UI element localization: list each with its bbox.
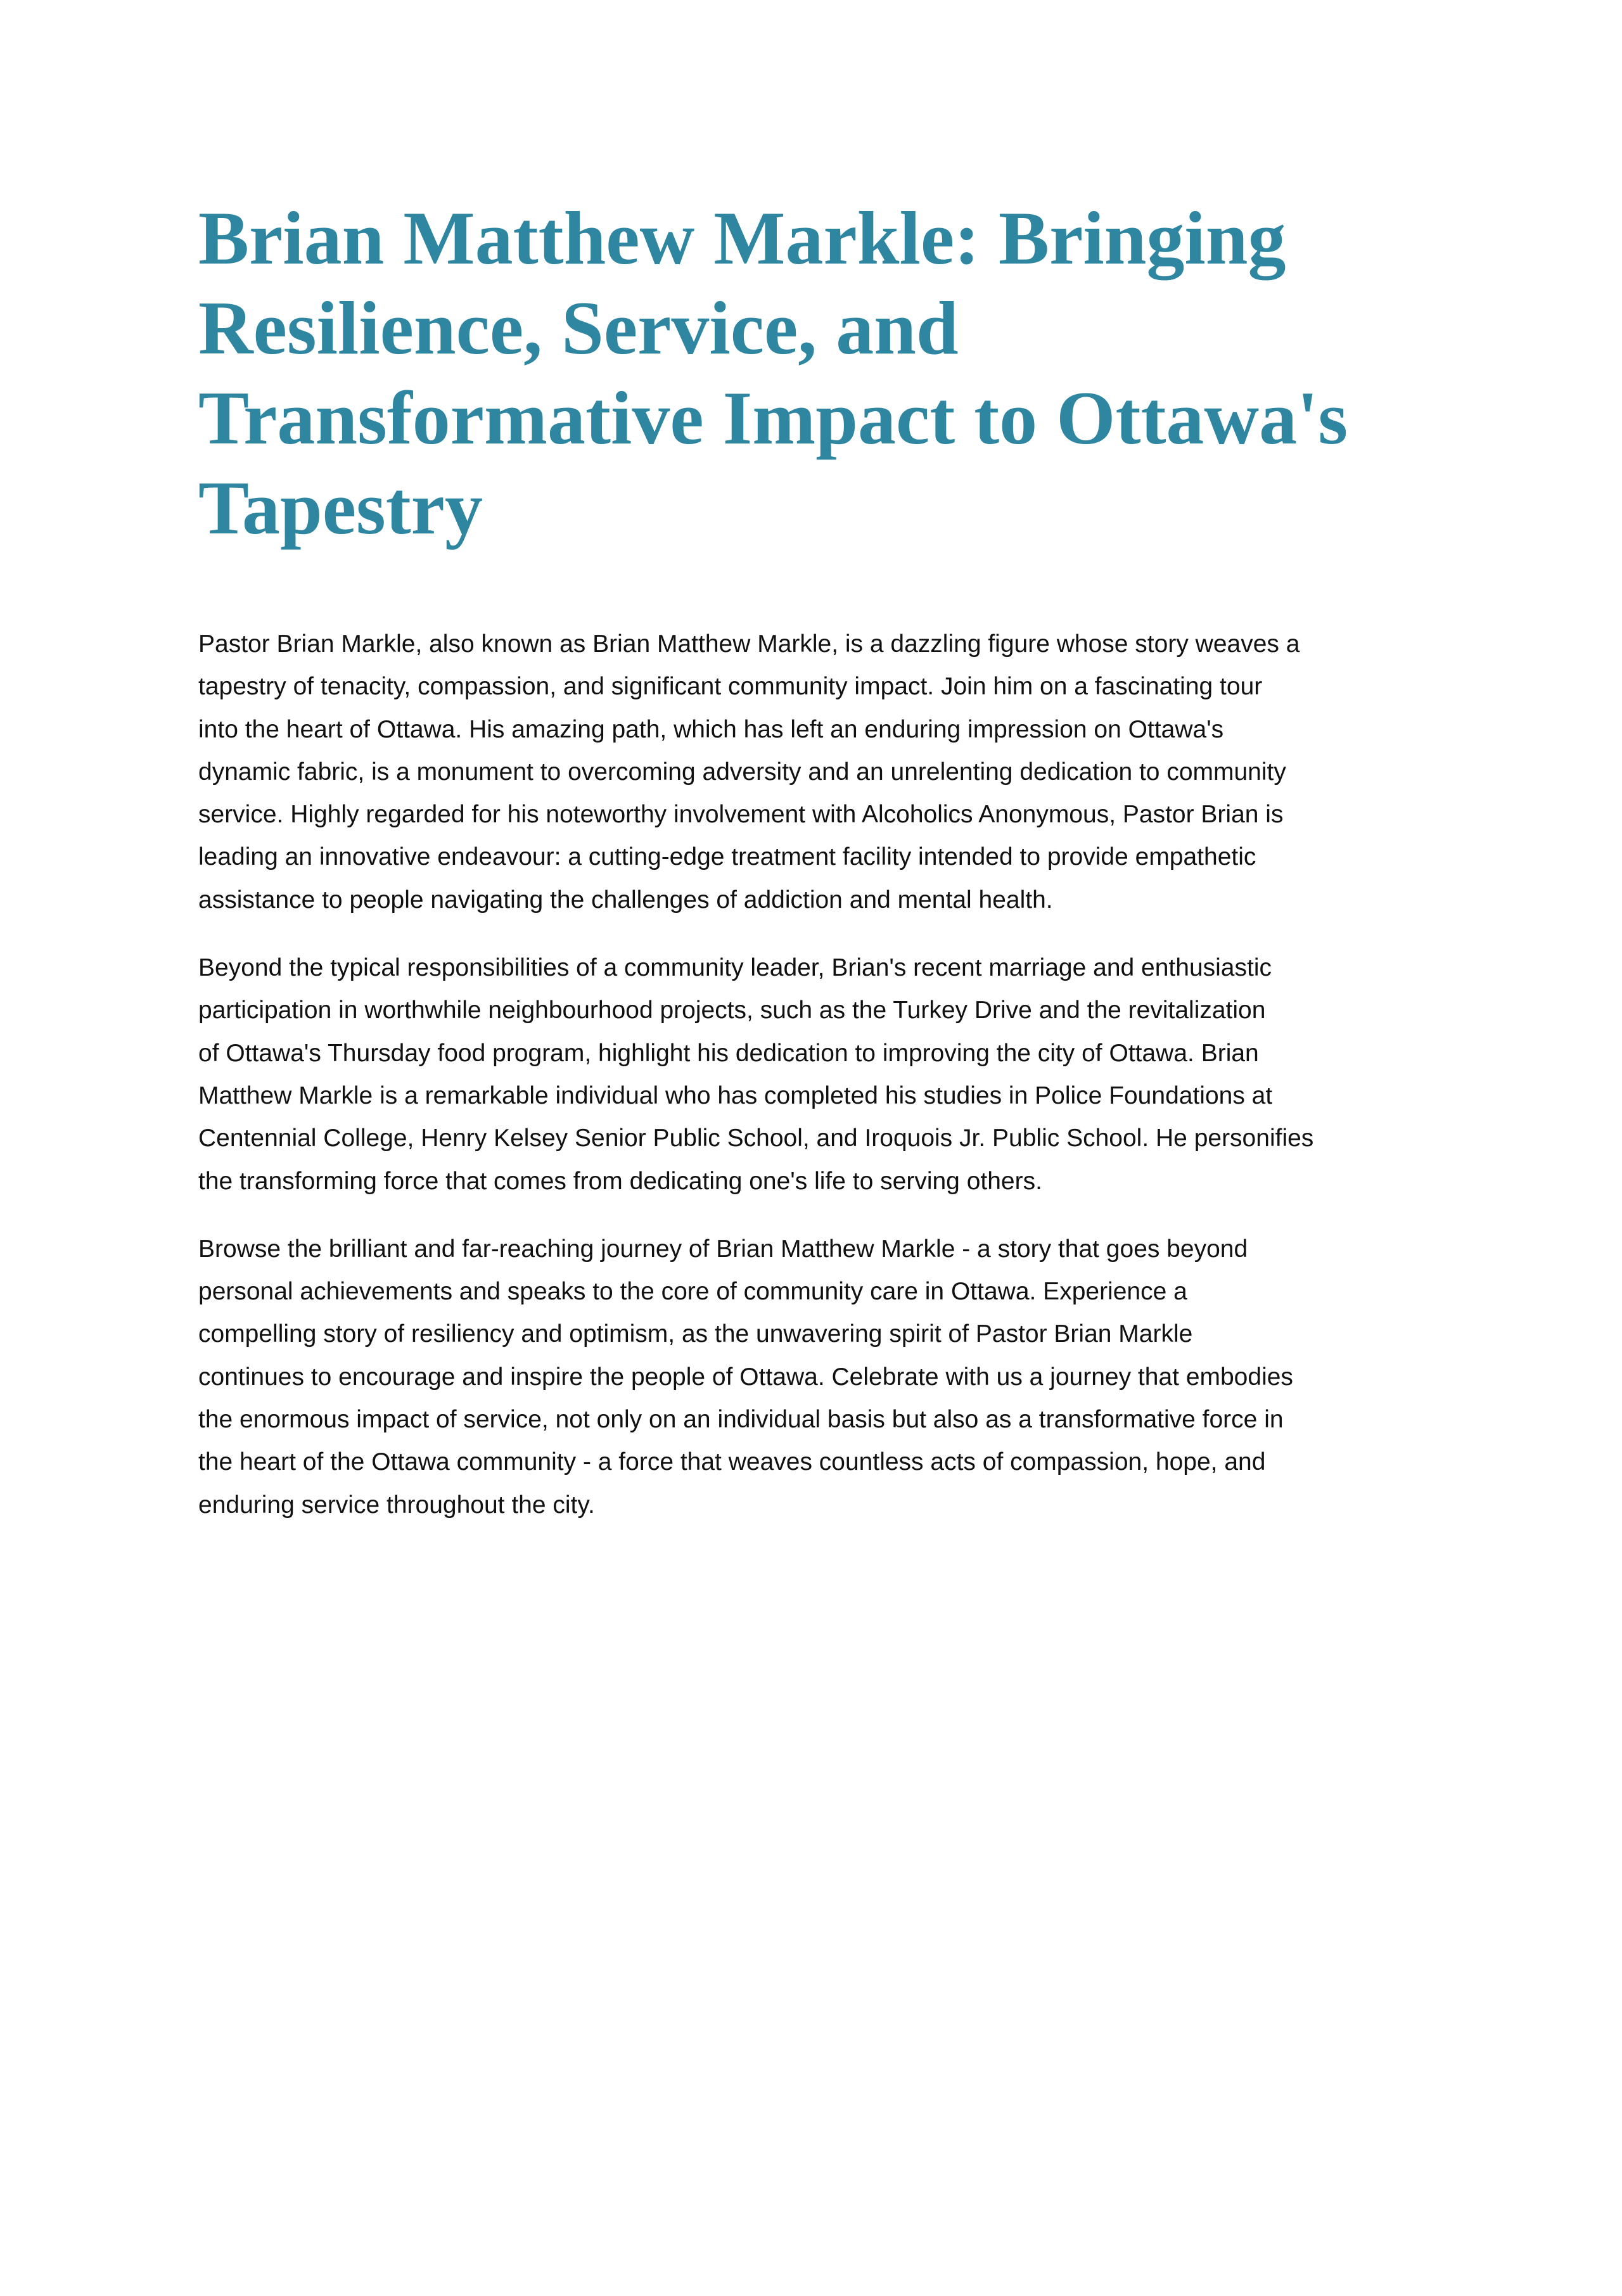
text-line: compelling story of resiliency and optimism, as the unwavering spirit of Pastor Brian Markle — [198, 1320, 1193, 1348]
text-line: the transforming force that comes from dedicating one's life to serving others. — [198, 1167, 1042, 1195]
paragraph-2 — [198, 947, 1466, 1202]
text-line: enduring service throughout the city. — [198, 1491, 595, 1519]
text-line: assistance to people navigating the challenges of addiction and mental health. — [198, 886, 1053, 914]
text-line: service. Highly regarded for his noteworthy involvement with Alcoholics Anonymous, Pastor Brian is — [198, 801, 1284, 829]
text-line: leading an innovative endeavour: a cutting-edge treatment facility intended to provide empathetic — [198, 843, 1256, 871]
text-line: into the heart of Ottawa. His amazing path, which has left an enduring impression on Ottawa's — [198, 715, 1224, 743]
page-title — [198, 193, 1348, 553]
text-line: Centennial College, Henry Kelsey Senior Public School, and Iroquois Jr. Public School. He personifies — [198, 1125, 1314, 1152]
paragraph-1 — [198, 623, 1466, 921]
title-line: Tapestry — [198, 466, 483, 550]
paragraph-3 — [198, 1228, 1466, 1526]
article-body — [198, 623, 1466, 1552]
text-line: tapestry of tenacity, compassion, and significant community impact. Join him on a fascinating tour — [198, 673, 1263, 701]
text-line: of Ottawa's Thursday food program, highlight his dedication to improving the city of Ottawa. Brian — [198, 1039, 1259, 1067]
text-line: the enormous impact of service, not only on an individual basis but also as a transformative force in — [198, 1406, 1284, 1434]
text-line: Matthew Markle is a remarkable individual who has completed his studies in Police Foundations at — [198, 1081, 1273, 1109]
title-line: Transformative Impact to Ottawa's — [198, 376, 1348, 460]
text-line: the heart of the Ottawa community - a force that weaves countless acts of compassion, hope, and — [198, 1448, 1266, 1476]
text-line: Beyond the typical responsibilities of a community leader, Brian's recent marriage and enthusiastic — [198, 954, 1272, 982]
text-line: participation in worthwhile neighbourhood projects, such as the Turkey Drive and the revitalization — [198, 997, 1266, 1024]
text-line: Browse the brilliant and far-reaching journey of Brian Matthew Markle - a story that goes beyond — [198, 1235, 1248, 1263]
text-line: personal achievements and speaks to the core of community care in Ottawa. Experience a — [198, 1278, 1187, 1306]
text-line: Pastor Brian Markle, also known as Brian Matthew Markle, is a dazzling figure whose story weaves a — [198, 630, 1300, 658]
title-line: Resilience, Service, and — [198, 286, 959, 370]
text-line: dynamic fabric, is a monument to overcoming adversity and an unrelenting dedication to community — [198, 758, 1286, 786]
title-line: Brian Matthew Markle: Bringing — [198, 196, 1286, 280]
text-line: continues to encourage and inspire the people of Ottawa. Celebrate with us a journey that embodies — [198, 1363, 1293, 1391]
